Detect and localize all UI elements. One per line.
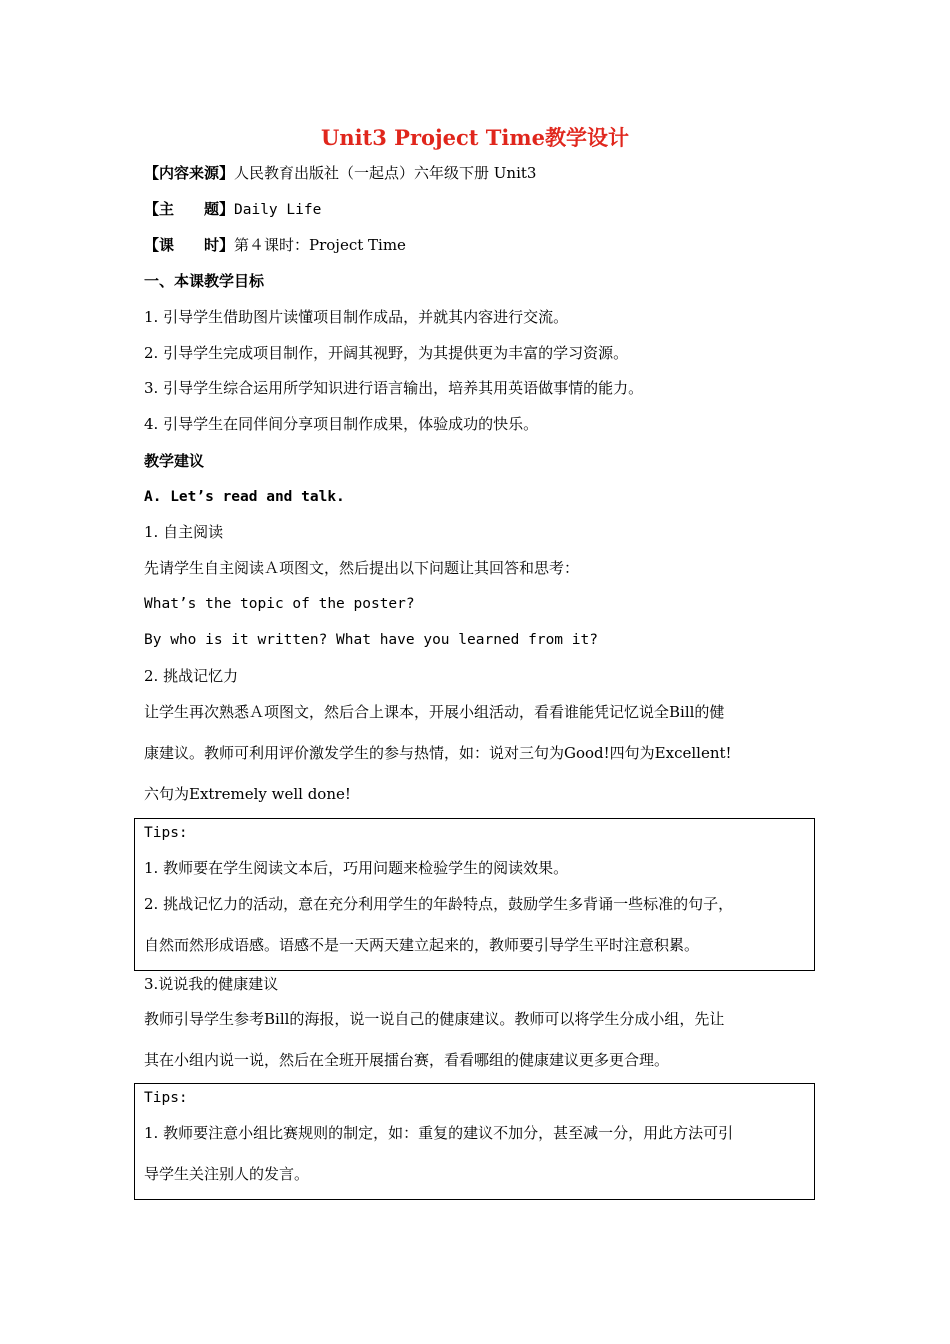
tips-2-line-2: 导学生关注别人的发言。 [144,1165,310,1183]
meta-source-value: 人民教育出版社（一起点）六年级下册 Unit3 [234,164,537,182]
s2-text-3: 六句为Extremely well done! [144,785,351,803]
suggestions-heading: 教学建议 [144,452,205,470]
goal-item-1: 1. 引导学生借助图片读懂项目制作成品，并就其内容进行交流。 [144,308,569,326]
meta-topic [144,198,321,221]
tips-1-line-1: 1. 教师要在学生阅读文本后，巧用问题来检验学生的阅读效果。 [144,859,569,877]
s3-text-1: 教师引导学生参考Bill的海报，说一说自己的健康建议。教师可以将学生分成小组，先让 [144,1010,725,1028]
goals-heading: 一、本课教学目标 [144,272,265,290]
tips-2-label: Tips: [144,1090,188,1106]
meta-period-label: 【课 时】 [144,236,235,254]
s1-question-1: What’s the topic of the poster? [144,596,415,612]
meta-period [144,234,406,256]
goal-item-3: 3. 引导学生综合运用所学知识进行语言输出，培养其用英语做事情的能力。 [144,379,644,397]
section-a-heading: A. Let’s read and talk. [144,489,345,505]
document-title: Unit3 Project Time教学设计 [321,125,629,150]
meta-topic-value: Daily Life [234,202,322,218]
s2-text-2: 康建议。教师可利用评价激发学生的参与热情，如：说对三句为Good!四句为Excellent! [144,744,732,762]
s3-title: 3.说说我的健康建议 [144,975,279,993]
meta-period-value: 第４课时：Project Time [234,236,406,254]
s3-text-2: 其在小组内说一说，然后在全班开展擂台赛，看看哪组的健康建议更多更合理。 [144,1051,670,1069]
s2-title: 2. 挑战记忆力 [144,667,239,685]
meta-source-label: 【内容来源】 [144,164,235,182]
goal-item-2: 2. 引导学生完成项目制作，开阔其视野，为其提供更为丰富的学习资源。 [144,344,629,362]
goal-item-4: 4. 引导学生在同伴间分享项目制作成果，体验成功的快乐。 [144,415,539,433]
tips-1-label: Tips: [144,825,188,841]
s2-text-1: 让学生再次熟悉Ａ项图文，然后合上课本，开展小组活动，看看谁能凭记忆说全Bill的健 [144,703,725,721]
tips-1-line-2: 2. 挑战记忆力的活动，意在充分利用学生的年龄特点，鼓励学生多背诵一些标准的句子， [144,895,734,913]
tips-2-line-1: 1. 教师要注意小组比赛规则的制定，如：重复的建议不加分，甚至减一分，用此方法可引 [144,1124,734,1142]
meta-topic-label: 【主 题】 [144,200,235,218]
meta-source [144,162,536,184]
tips-box-2 [134,1083,815,1200]
tips-box-1 [134,818,815,971]
s1-title: 1. 自主阅读 [144,523,224,541]
tips-1-line-3: 自然而然形成语感。语感不是一天两天建立起来的，教师要引导学生平时注意积累。 [144,936,700,954]
s1-question-2: By who is it written? What have you learned from it? [144,632,598,648]
s1-text: 先请学生自主阅读Ａ项图文，然后提出以下问题让其回答和思考： [144,559,580,577]
